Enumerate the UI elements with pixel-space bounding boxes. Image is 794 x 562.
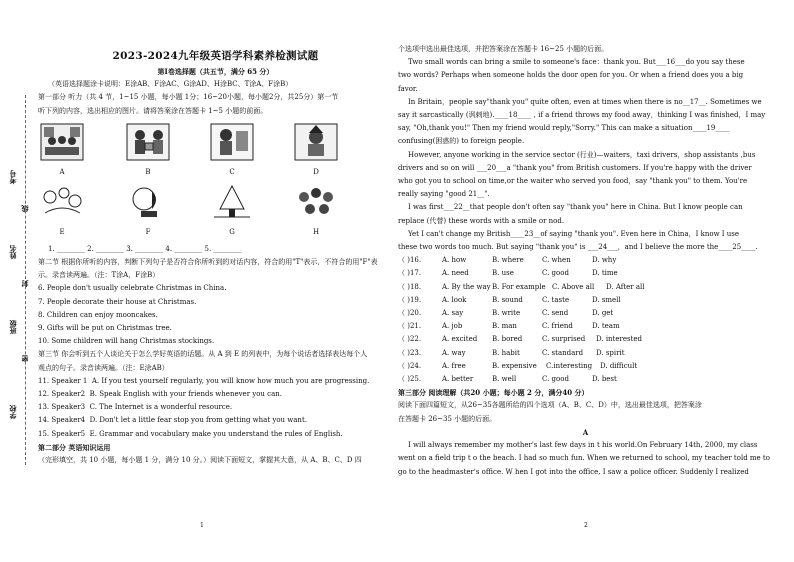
binding-label-name: 姓名: [8, 245, 17, 259]
option-b[interactable]: B. For example: [492, 282, 546, 291]
speaker-row: [38, 401, 393, 414]
answer-blanks: 1. ________ 2. ________ 3. ________ 4. ________ 5. ________: [48, 244, 242, 253]
speaker-row: [38, 414, 393, 427]
fill-instruction: （英语选择题涂卡说明：E涂AB、F涂AC、G涂AD、H涂BC、T涂A、F涂B）: [48, 80, 293, 89]
speaker-number: 12. Speaker2: [38, 390, 86, 399]
passage-line: replace (代替) these words with a smile or nod.: [398, 216, 565, 225]
option-number: （ )16.: [398, 256, 422, 265]
option-b[interactable]: B. write: [492, 309, 521, 318]
option-b[interactable]: B. well: [492, 375, 517, 384]
option-c[interactable]: C. friend: [542, 322, 573, 331]
passage-a-line: went on a field trip t o the beach. I had so much fun. When we returned to school, my teacher told me to: [398, 454, 770, 463]
speaker-opinion: E. Grammar and vocabulary make you understand the rules of English.: [89, 429, 343, 438]
option-c[interactable]: C. Above all: [552, 282, 595, 291]
option-b[interactable]: B. sound: [492, 295, 523, 304]
option-number: （ )23.: [398, 348, 422, 357]
binding-label-class: 班级: [8, 320, 17, 334]
left-column: [38, 47, 393, 467]
option-d[interactable]: D. get: [592, 309, 614, 318]
option-a[interactable]: A. look: [442, 295, 467, 304]
speaker-number: 13. Speaker3: [38, 403, 86, 412]
option-a[interactable]: A. say: [442, 309, 464, 318]
option-row: [398, 360, 773, 373]
statement-item: 8. Children can enjoy mooncakes.: [38, 310, 158, 319]
option-a[interactable]: A. excited: [442, 335, 478, 344]
page-number-1: 1: [200, 522, 204, 529]
option-number: （ )21.: [398, 322, 422, 331]
speaker-number: 14. Speaker4: [38, 416, 86, 425]
part1-intro-2: 听下列的内容，选出相应的图片。请将答案涂在答题卡 1~5 小题的前面。: [38, 106, 268, 115]
option-d[interactable]: D. difficult: [600, 361, 638, 370]
option-row: [398, 373, 773, 386]
option-d[interactable]: D. team: [592, 322, 620, 331]
passage-line: who got you to school on time,or the waiter who served you food，say "thank you" to them. You're: [398, 177, 748, 186]
binding-mark-line: 线: [20, 205, 29, 212]
option-b[interactable]: B. habit: [492, 348, 520, 357]
option-c[interactable]: C. when: [542, 256, 571, 265]
passage-line: say it sarcastically (讽刺地).____18____ , if a friend throws my food away，thinking I was finished，I may: [398, 111, 766, 120]
option-number: （ )22.: [398, 335, 422, 344]
part3-intro-2: 在答题卡 26~35 小题的后面。: [398, 414, 497, 423]
listening-pictures: [38, 121, 393, 243]
part3-title: 第三部分 阅读理解（共20 小题；每小题 2 分，满分40 分）: [398, 388, 589, 398]
option-c[interactable]: C.interesting: [546, 361, 593, 370]
option-b[interactable]: B. use: [492, 269, 514, 278]
passage-line: However, anyone working in the service sector (行业)—waiters，taxi drivers，shop assistants ,bus: [408, 150, 756, 159]
passage-line: really saying "good 21__".: [398, 190, 490, 199]
cloze-intro: （完形填空，共 10 小题，每小题 1 分，满分 10 分。）阅读下面短文，掌握其大意，从 A、B、C、D 四: [38, 456, 362, 465]
option-d[interactable]: D. After all: [606, 282, 645, 291]
option-a[interactable]: A. job: [442, 322, 463, 331]
option-a[interactable]: A. way: [442, 348, 466, 357]
right-column: [398, 43, 773, 479]
option-a[interactable]: A. need: [442, 269, 469, 278]
option-row: [398, 347, 773, 360]
passage-line: confusing(困惑的) to foreign people.: [398, 137, 525, 146]
picture-d-santa: [294, 123, 338, 161]
option-a[interactable]: A. better: [442, 375, 474, 384]
passage-line: In Britain，people say"thank you" quite often, even at times when there is no__17__. Sometimes we: [408, 97, 762, 106]
option-row: [398, 333, 773, 346]
picture-c-decorating: [210, 123, 254, 161]
section2-intro-2: 示。录音读两遍。（注：T涂A，F涂B）: [38, 271, 160, 280]
cloze-intro-2: 个选项中选出最佳选项，并把答案涂在答题卡 16~25 小题的后面。: [398, 45, 609, 53]
speaker-opinion: C. The Internet is a wonderful resource.: [89, 403, 233, 412]
speaker-row: [38, 388, 393, 401]
passage-a-line: go to the headmaster's office. W hen I got into the office, I saw a police officer. Suddenly I realized: [398, 467, 749, 476]
speaker-number: 11. Speaker 1: [38, 376, 88, 385]
option-d[interactable]: D. smell: [592, 295, 621, 304]
option-d[interactable]: D. why: [592, 256, 617, 265]
binding-label-school: 学校: [8, 405, 17, 419]
statement-item: 9. Gifts will be put on Christmas tree.: [38, 324, 172, 333]
option-number: （ )19.: [398, 295, 422, 304]
option-a[interactable]: A. By the way: [442, 282, 491, 291]
option-d[interactable]: D. spirit: [596, 348, 625, 357]
option-c[interactable]: C. good: [542, 375, 569, 384]
passage-line: say, "Oh,thank you!" Then my friend would reply,"Sorry." This can make a situation____19____: [398, 124, 730, 133]
page-number-2: 2: [584, 522, 588, 529]
passage-a-label: A: [582, 427, 589, 437]
speaker-row: [38, 428, 393, 441]
cloze-options: [398, 254, 773, 386]
passage-line: these two words too much. But saying "thank you" is ___24___，and I believe the more the____25____.: [398, 243, 758, 252]
option-a[interactable]: A. how: [442, 256, 467, 265]
binding-mark-secret: 密: [20, 355, 29, 362]
option-c[interactable]: C. surprised: [542, 335, 586, 344]
passage-line: favor.: [398, 84, 418, 93]
option-c[interactable]: C. standard: [542, 348, 584, 357]
passage-line: drivers and so on will ___20___a "thank you" from British customers. If you're happy with the driver: [398, 163, 752, 172]
option-number: （ )17.: [398, 269, 422, 278]
passage-line: I was first___22__that people don't often say "thank you" here in China. But I know people can: [408, 203, 743, 212]
picture-e-ornaments: [40, 183, 84, 221]
option-d[interactable]: D. best: [592, 375, 617, 384]
speaker-opinion: A. If you test yourself regularly, you will know how much you are progressing.: [91, 376, 370, 385]
binding-label-exam-number: 考号: [8, 170, 17, 184]
binding-mark-seal: 封: [20, 280, 29, 287]
part3-intro: 阅读下面四篇短文，从26~35各题所给的四个选项（A、B、C、D）中，选出最佳选项，把答案涂: [398, 401, 702, 410]
statement-item: 7. People decorate their house at Christmas.: [38, 297, 197, 306]
option-b[interactable]: B. expensive: [492, 361, 537, 370]
speaker-number: 15. Speaker5: [38, 429, 86, 438]
option-b[interactable]: B. man: [492, 322, 517, 331]
section3-intro-2: 观点的句子。录音读两遍。（注：E涂AB）: [38, 363, 169, 372]
option-d[interactable]: D. interested: [596, 335, 643, 344]
picture-label-a: A: [59, 167, 65, 176]
speaker-opinion: D. Don't let a little fear stop you from getting what you want.: [89, 416, 307, 425]
passage-line: Yet I can't change my British____23__of saying "thank you". Even here in China，I know I use: [408, 229, 740, 238]
statement-item: 6. People don't usually celebrate Christmas in China.: [38, 284, 227, 293]
option-number: （ )24.: [398, 361, 422, 370]
picture-b-gift-giving: [126, 123, 170, 161]
option-number: （ )25.: [398, 375, 422, 384]
option-row: [398, 254, 773, 267]
option-c[interactable]: C. send: [542, 309, 569, 318]
part2-title: 第二部分 英语知识运用: [38, 442, 111, 452]
statement-item: 10. Some children will hang Christmas stockings.: [38, 337, 215, 346]
option-b[interactable]: B. where: [492, 256, 524, 265]
picture-label-g: G: [229, 227, 235, 236]
option-row: [398, 294, 773, 307]
option-d[interactable]: D. time: [592, 269, 618, 278]
exam-title: 2023-2024九年级英语学科素养检测试题: [112, 50, 319, 62]
part1-intro: 第一部分 听力（共 4 节，1~15 小题，每小题 1分；16~20小题，每小题2分，共25分）第一节: [38, 93, 339, 102]
passage-line: Two small words can bring a smile to someone's face：thank you. But___16___do you say these: [408, 58, 745, 67]
option-row: [398, 320, 773, 333]
option-row: [398, 267, 773, 280]
picture-h-lanterns: [294, 183, 338, 221]
option-number: （ )18.: [398, 282, 422, 291]
option-number: （ )20.: [398, 309, 422, 318]
option-c[interactable]: C. good: [542, 269, 569, 278]
picture-label-h: H: [312, 227, 320, 236]
option-b[interactable]: B. bored: [492, 335, 523, 344]
speaker-row: [38, 375, 393, 388]
binding-strip: [6, 150, 36, 450]
section3-intro: 第三节 你会听到五个人谈论关于怎么学好英语的话题。从 A 到 E 的列表中，为每个说话者选择表达每个人: [38, 350, 368, 359]
option-row: [398, 281, 773, 294]
option-c[interactable]: C. taste: [542, 295, 570, 304]
picture-label-f: F: [145, 227, 151, 236]
picture-label-b: B: [145, 167, 151, 176]
picture-label-e: E: [59, 227, 65, 236]
option-row: [398, 307, 773, 320]
passage-line: two words? Perhaps when someone holds the door open for you. Or when a friend does you a big: [398, 71, 744, 80]
picture-label-d: D: [313, 167, 319, 176]
option-a[interactable]: A. free: [442, 361, 466, 370]
section2-intro: 第二节 根据你所听的内容，判断下列句子是否符合你所听到的对话内容，符合的用"T"表示，不符合的用"F"表: [38, 258, 378, 267]
picture-f-moon-festival: [126, 183, 170, 221]
volume-title: 第Ⅰ卷选择题（共五节，满分 65 分）: [157, 67, 274, 76]
passage-a-line: I will always remember my mother's last few days in t his world.On February 14th, 2000, my class: [408, 441, 758, 450]
speaker-opinion: B. Speak English with your friends whenever you can.: [89, 390, 282, 399]
picture-a-family-dinner: [40, 123, 84, 161]
picture-g-christmas-tree: [210, 183, 254, 221]
picture-label-c: C: [229, 167, 235, 176]
